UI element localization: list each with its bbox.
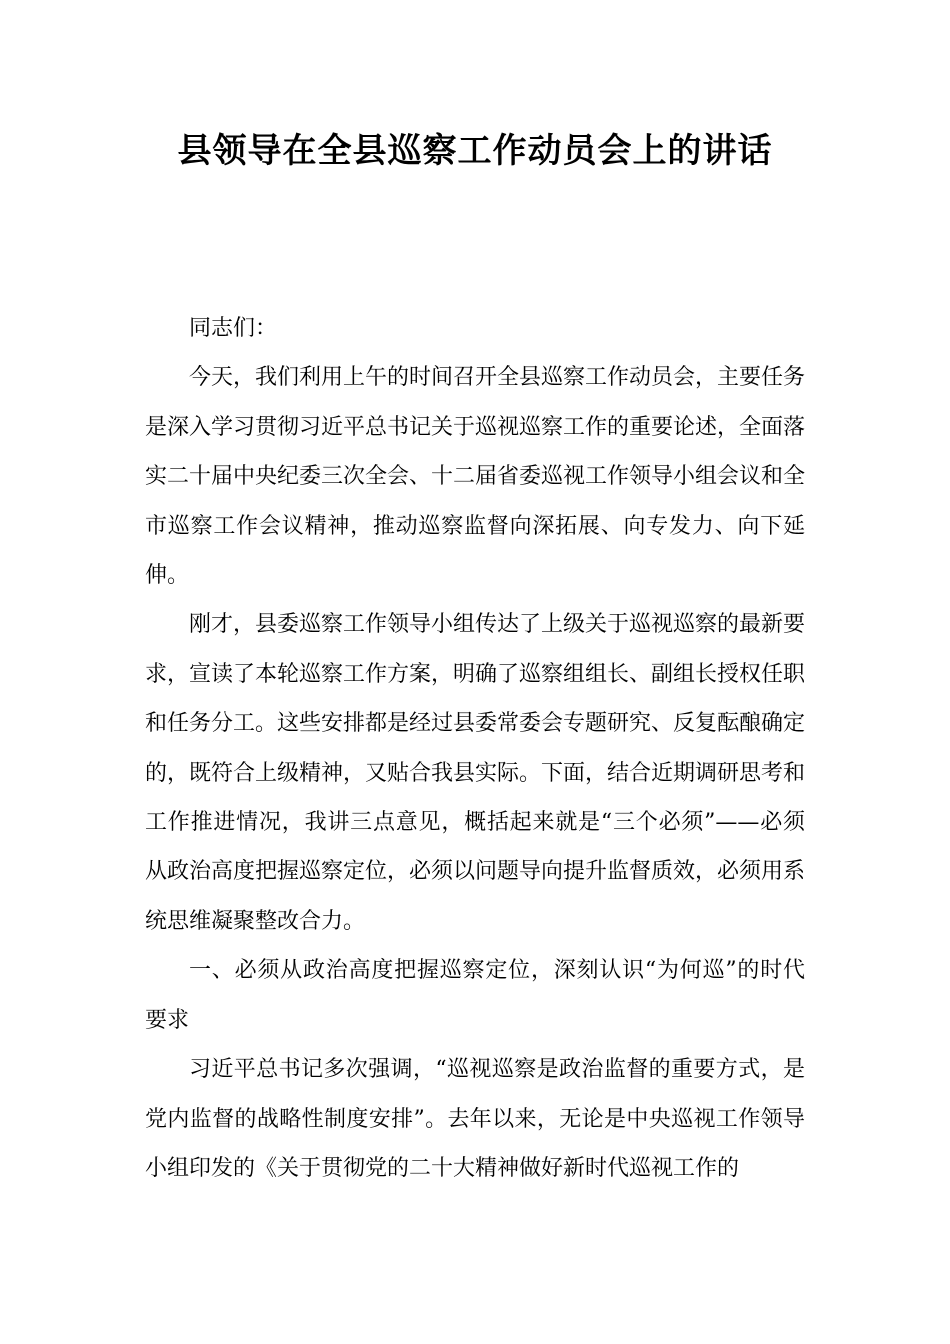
salutation-paragraph: 同志们： (189, 316, 278, 341)
body-paragraph: 今天，我们利用上午的时间召开全县巡察工作动员会，主要任务是深入学习贯彻习近平总书记关于巡视巡察工作的重要论述，全面落实二十届中央纪委三次全会、十二届省委巡视工作领导小组会议和全市巡察工作会议精神，推动巡察监督向深拓展、向专发力、向下延伸。 (145, 365, 806, 589)
body-paragraph: 刚才，县委巡察工作领导小组传达了上级关于巡视巡察的最新要求，宣读了本轮巡察工作方案，明确了巡察组组长、副组长授权任职和任务分工。这些安排都是经过县委常委会专题研究、反复酝酿确定的，既符合上级精神，又贴合我县实际。下面，结合近期调研思考和工作推进情况，我讲三点意见，概括起来就是“三个必须”——必须从政治高度把握巡察定位，必须以问题导向提升监督质效，必须用系统思维凝聚整改合力。 (145, 612, 806, 934)
document-body (145, 304, 805, 1193)
body-paragraph: 习近平总书记多次强调，“巡视巡察是政治监督的重要方式，是党内监督的战略性制度安排”。去年以来，无论是中央巡视工作领导小组印发的《关于贯彻党的二十大精神做好新时代巡视工作的 (145, 1057, 805, 1181)
section-heading: 一、必须从政治高度把握巡察定位，深刻认识“为何巡”的时代要求 (145, 958, 805, 1033)
document-title: 县领导在全县巡察工作动员会上的讲话 (177, 131, 773, 171)
